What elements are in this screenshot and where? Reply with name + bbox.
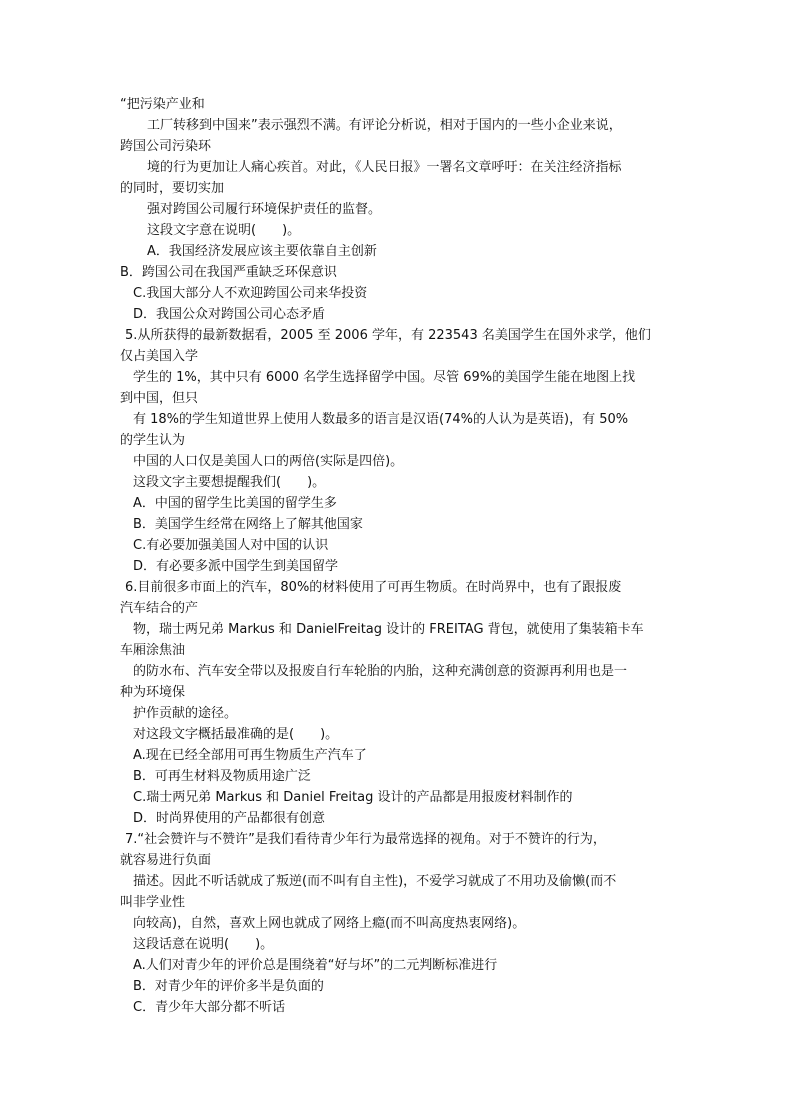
option-a: A．我国经济发展应该主要依靠自主创新: [147, 244, 377, 259]
option-b: B．美国学生经常在网络上了解其他国家: [133, 517, 363, 532]
text-line: 叫非学业性: [120, 895, 186, 910]
text-line: 向较高)，自然，喜欢上网也就成了网络上瘾(而不叫高度热衷网络)。: [133, 916, 526, 931]
text-line: 境的行为更加让人痛心疾首。对此，《人民日报》一署名文章呼吁：在关注经济指标: [147, 160, 622, 175]
question-7: 7.“社会赞许与不赞许”是我们看待青少年行为最常选择的视角。对于不赞许的行为，: [125, 832, 606, 847]
option-b: B．跨国公司在我国严重缺乏环保意识: [120, 265, 337, 280]
text-line: 的同时，要切实加: [120, 181, 225, 196]
text-line: 到中国，但只: [120, 391, 199, 406]
text-line: “把污染产业和: [120, 97, 205, 112]
text-line: 车厢涂焦油: [120, 643, 186, 658]
option-c: C．青少年大部分都不听话: [133, 1000, 286, 1015]
option-d: D．我国公众对跨国公司心态矛盾: [133, 307, 326, 322]
question-6: 6.目前很多市面上的汽车，80%的材料使用了可再生物质。在时尚界中，也有了跟报废: [125, 580, 622, 595]
question-5: 5.从所获得的最新数据看，2005 至 2006 学年，有 223543 名美国学生在国外求学，他们: [125, 328, 651, 343]
text-line: 护作贡献的途径。: [133, 706, 238, 721]
option-c: C.瑞士两兄弟 Markus 和 Daniel Freitag 设计的产品都是用报废材料制作的: [133, 790, 573, 805]
text-line: 工厂转移到中国来”表示强烈不满。有评论分析说，相对于国内的一些小企业来说，: [147, 118, 622, 133]
question-prompt: 这段文字意在说明( )。: [147, 223, 301, 238]
text-line: 中国的人口仅是美国人口的两倍(实际是四倍)。: [133, 454, 404, 469]
question-prompt: 这段话意在说明( )。: [133, 937, 274, 952]
text-line: 物，瑞士两兄弟 Markus 和 DanielFreitag 设计的 FREITAG 背包，就使用了集装箱卡车: [133, 622, 644, 637]
option-a: A.人们对青少年的评价总是围绕着“好与坏”的二元判断标准进行: [133, 958, 498, 973]
text-line: 描述。因此不听话就成了叛逆(而不叫有自主性)，不爱学习就成了不用功及偷懒(而不: [133, 874, 617, 889]
question-prompt: 这段文字主要想提醒我们( )。: [133, 475, 326, 490]
option-b: B．可再生材料及物质用途广泛: [133, 769, 311, 784]
option-d: D．时尚界使用的产品都很有创意: [133, 811, 326, 826]
text-line: 学生的 1%，其中只有 6000 名学生选择留学中国。尽管 69%的美国学生能在地图上找: [133, 370, 636, 385]
text-line: 跨国公司污染环: [120, 139, 212, 154]
text-line: 仅占美国入学: [120, 349, 199, 364]
option-d: D．有必要多派中国学生到美国留学: [133, 559, 339, 574]
text-line: 的学生认为: [120, 433, 186, 448]
text-line: 强对跨国公司履行环境保护责任的监督。: [147, 202, 382, 217]
option-c: C.有必要加强美国人对中国的认识: [133, 538, 329, 553]
text-line: 有 18%的学生知道世界上使用人数最多的语言是汉语(74%的人认为是英语)，有 50%: [133, 412, 629, 427]
option-a: A.现在已经全部用可再生物质生产汽车了: [133, 748, 367, 763]
text-line: 的防水布、汽车安全带以及报废自行车轮胎的内胎，这种充满创意的资源再利用也是一: [133, 664, 628, 679]
option-a: A．中国的留学生比美国的留学生多: [133, 496, 337, 511]
option-b: B．对青少年的评价多半是负面的: [133, 979, 324, 994]
text-line: 就容易进行负面: [120, 853, 212, 868]
text-line: 汽车结合的产: [120, 601, 199, 616]
question-prompt: 对这段文字概括最准确的是( )。: [133, 727, 339, 742]
option-c: C.我国大部分人不欢迎跨国公司来华投资: [133, 286, 368, 301]
text-line: 种为环境保: [120, 685, 186, 700]
